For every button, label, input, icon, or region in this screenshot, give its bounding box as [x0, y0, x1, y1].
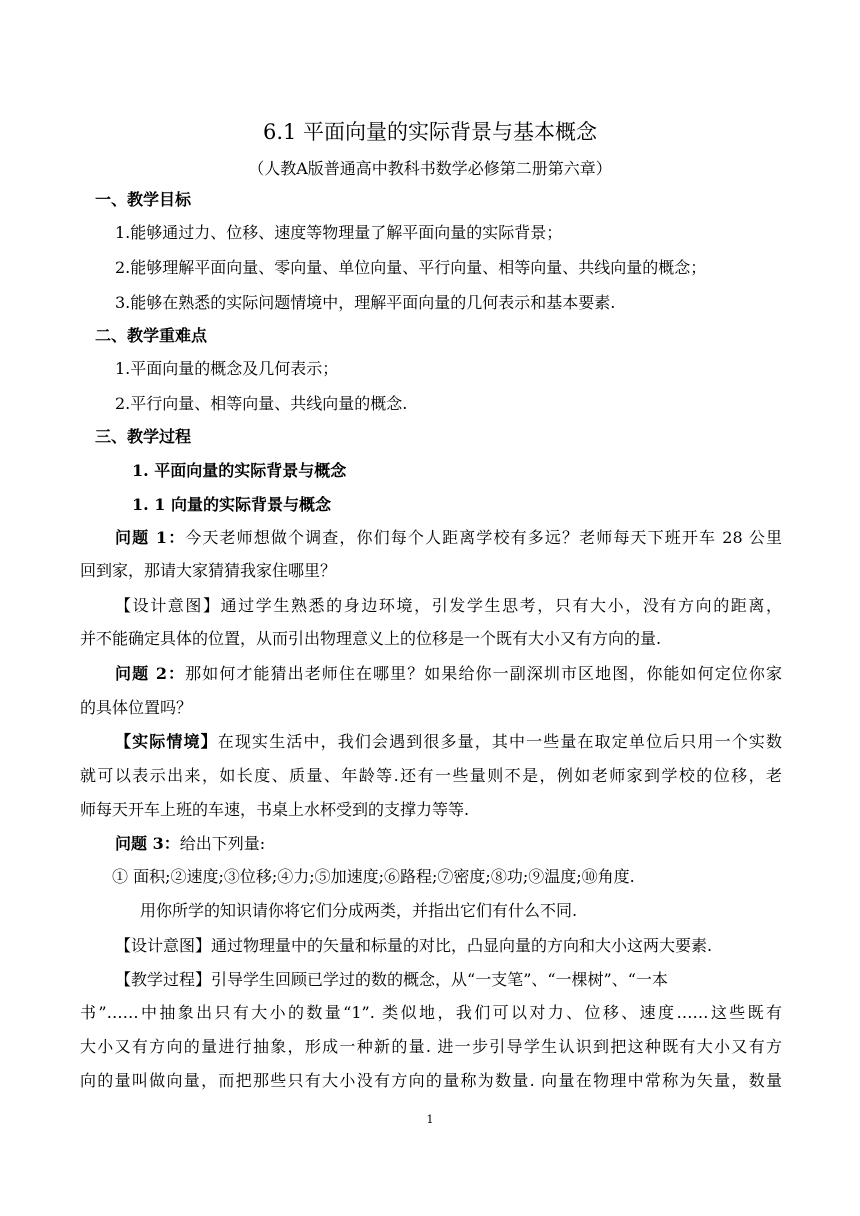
question-3-label: 问题 3：	[115, 834, 180, 853]
objective-item: 3.能够在熟悉的实际问题情境中，理解平面向量的几何表示和基本要素.	[115, 293, 616, 312]
scenario-label: 【实际情境】	[115, 732, 218, 751]
process-line-1: 【教学过程】引导学生回顾已学过的数的概念，从“一支笔”、“一棵树”、“一本	[115, 970, 668, 989]
question-1-line-2: 回到家，那请大家猜猜我家住哪里？	[80, 561, 337, 580]
scenario-line-1: 【实际情境】在现实生活中，我们会遇到很多量，其中一些量在取定单位后只用一个实数	[115, 732, 782, 751]
design-intent-1-line-1: 【设计意图】通过学生熟悉的身边环境，引发学生思考，只有大小，没有方向的距离，	[115, 596, 782, 615]
document-subtitle: （人教A版普通高中教科书数学必修第二册第六章）	[248, 159, 612, 178]
scenario-line-3: 师每天开车上班的车速，书桌上水杯受到的支撑力等等.	[80, 800, 470, 819]
scenario-line-2: 就可以表示出来，如长度、质量、年龄等.还有一些量则不是，例如老师家到学校的位移，老	[80, 766, 782, 785]
document-title: 6.1 平面向量的实际背景与基本概念	[262, 120, 598, 144]
key-point-item: 1.平面向量的概念及几何表示；	[115, 359, 339, 378]
design-intent-1-line-2: 并不能确定具体的位置，从而引出物理意义上的位移是一个既有大小又有方向的量.	[80, 629, 662, 648]
section-heading-key-points: 二、教学重难点	[95, 326, 208, 345]
process-label: 【教学过程】	[115, 970, 212, 989]
process-line-3: 大小又有方向的量进行抽象，形成一种新的量. 进一步引导学生认识到把这种既有大小又有方	[80, 1037, 782, 1056]
question-2-line-2: 的具体位置吗？	[80, 698, 193, 717]
question-3-line-1: 问题 3：给出下列量:	[115, 834, 266, 853]
page-number: 1	[426, 1113, 434, 1126]
objective-item: 1.能够通过力、位移、速度等物理量了解平面向量的实际背景；	[115, 223, 563, 242]
question-2-label: 问题 2：	[115, 664, 186, 683]
process-line-4: 向的量叫做向量，而把那些只有大小没有方向的量称为数量. 向量在物理中常称为矢量，数量	[80, 1071, 782, 1090]
objective-item: 2.能够理解平面向量、零向量、单位向量、平行向量、相等向量、共线向量的概念；	[115, 258, 707, 277]
quantity-list: ① 面积;②速度;③位移;④力;⑤加速度;⑥路程;⑦密度;⑧功;⑨温度;⑩角度.	[112, 867, 635, 886]
question-3-ask: 用你所学的知识请你将它们分成两类，并指出它们有什么不同.	[140, 901, 578, 920]
design-intent-2: 【设计意图】通过物理量中的矢量和标量的对比，凸显向量的方向和大小这两大要素.	[115, 936, 713, 955]
question-1-line-1: 问题 1：今天老师想做个调查，你们每个人距离学校有多远？老师每天下班开车 28 公里	[115, 528, 782, 547]
question-1-label: 问题 1：	[115, 528, 186, 547]
subsection-heading: 1. 1 向量的实际背景与概念	[132, 495, 331, 514]
section-heading-process: 三、教学过程	[95, 427, 192, 446]
subsection-heading: 1. 平面向量的实际背景与概念	[132, 461, 347, 480]
question-2-line-1: 问题 2：那如何才能猜出老师住在哪里？如果给你一副深圳市区地图，你能如何定位你家	[115, 664, 782, 683]
section-heading-objectives: 一、教学目标	[95, 190, 192, 209]
process-line-2: 书”……中抽象出只有大小的数量“1”. 类似地，我们可以对力、位移、速度……这些既有	[80, 1003, 782, 1022]
key-point-item: 2.平行向量、相等向量、共线向量的概念.	[115, 394, 408, 413]
